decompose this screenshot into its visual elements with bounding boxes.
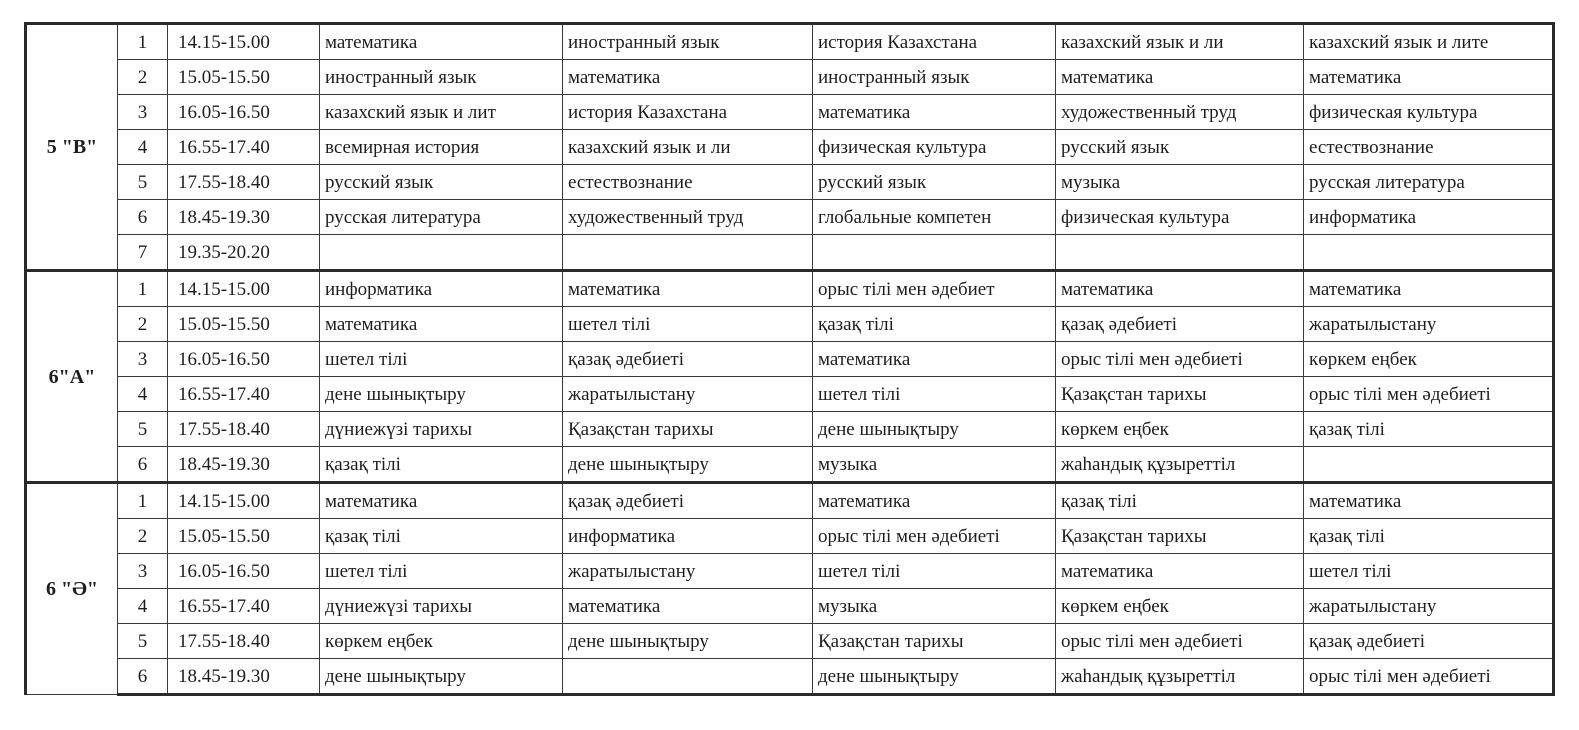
subject-cell: физическая культура xyxy=(1304,95,1554,130)
subject-cell: қазақ әдебиеті xyxy=(563,483,813,519)
lesson-time: 16.55-17.40 xyxy=(168,589,320,624)
lesson-row xyxy=(26,554,1554,589)
lesson-time: 17.55-18.40 xyxy=(168,624,320,659)
subject-cell: математика xyxy=(1304,483,1554,519)
subject-cell: дене шынықтыру xyxy=(563,447,813,483)
subject-cell: казахский язык и ли xyxy=(563,130,813,165)
subject-cell: жаратылыстану xyxy=(1304,589,1554,624)
subject-cell: шетел тілі xyxy=(320,342,563,377)
subject-cell: шетел тілі xyxy=(813,554,1056,589)
subject-cell: математика xyxy=(813,95,1056,130)
subject-cell: дене шынықтыру xyxy=(320,377,563,412)
class-label: 6 "Ә" xyxy=(26,483,118,695)
lesson-time: 16.05-16.50 xyxy=(168,554,320,589)
subject-cell: қазақ әдебиеті xyxy=(563,342,813,377)
subject-cell: информатика xyxy=(1304,200,1554,235)
subject-cell: дене шынықтыру xyxy=(813,659,1056,695)
subject-cell: глобальные компетен xyxy=(813,200,1056,235)
lesson-number: 5 xyxy=(118,165,168,200)
lesson-time: 14.15-15.00 xyxy=(168,483,320,519)
lesson-number: 5 xyxy=(118,624,168,659)
subject-cell xyxy=(1304,235,1554,271)
lesson-time: 15.05-15.50 xyxy=(168,60,320,95)
lesson-time: 14.15-15.00 xyxy=(168,271,320,307)
lesson-row xyxy=(26,589,1554,624)
lesson-number: 6 xyxy=(118,200,168,235)
lesson-number: 2 xyxy=(118,519,168,554)
subject-cell: русский язык xyxy=(1056,130,1304,165)
subject-cell: дене шынықтыру xyxy=(563,624,813,659)
subject-cell: естествознание xyxy=(563,165,813,200)
lesson-time: 15.05-15.50 xyxy=(168,307,320,342)
lesson-time: 14.15-15.00 xyxy=(168,24,320,60)
subject-cell: көркем еңбек xyxy=(1304,342,1554,377)
subject-cell: орыс тілі мен әдебиеті xyxy=(1056,624,1304,659)
subject-cell: шетел тілі xyxy=(563,307,813,342)
timetable xyxy=(24,22,1555,696)
subject-cell: художественный труд xyxy=(1056,95,1304,130)
subject-cell: орыс тілі мен әдебиет xyxy=(813,271,1056,307)
subject-cell: қазақ тілі xyxy=(1304,412,1554,447)
lesson-time: 16.05-16.50 xyxy=(168,95,320,130)
subject-cell: русский язык xyxy=(813,165,1056,200)
subject-cell: шетел тілі xyxy=(813,377,1056,412)
lesson-number: 1 xyxy=(118,271,168,307)
lesson-row xyxy=(26,412,1554,447)
subject-cell: көркем еңбек xyxy=(1056,412,1304,447)
subject-cell: музыка xyxy=(813,447,1056,483)
subject-cell: көркем еңбек xyxy=(1056,589,1304,624)
lesson-time: 16.55-17.40 xyxy=(168,130,320,165)
lesson-number: 1 xyxy=(118,483,168,519)
subject-cell: математика xyxy=(1056,554,1304,589)
subject-cell xyxy=(1056,235,1304,271)
subject-cell: қазақ тілі xyxy=(1056,483,1304,519)
lesson-number: 4 xyxy=(118,377,168,412)
subject-cell: Қазақстан тарихы xyxy=(1056,377,1304,412)
lesson-row xyxy=(26,377,1554,412)
lesson-number: 6 xyxy=(118,447,168,483)
lesson-row xyxy=(26,624,1554,659)
subject-cell: жаратылыстану xyxy=(563,377,813,412)
lesson-number: 2 xyxy=(118,60,168,95)
subject-cell: всемирная история xyxy=(320,130,563,165)
subject-cell: көркем еңбек xyxy=(320,624,563,659)
lesson-time: 19.35-20.20 xyxy=(168,235,320,271)
subject-cell: математика xyxy=(320,24,563,60)
subject-cell: русская литература xyxy=(320,200,563,235)
subject-cell: иностранный язык xyxy=(320,60,563,95)
subject-cell: математика xyxy=(1056,271,1304,307)
lesson-number: 3 xyxy=(118,95,168,130)
subject-cell: қазақ әдебиеті xyxy=(1056,307,1304,342)
subject-cell: казахский язык и лит xyxy=(320,95,563,130)
subject-cell: математика xyxy=(320,483,563,519)
subject-cell xyxy=(563,659,813,695)
subject-cell: иностранный язык xyxy=(813,60,1056,95)
subject-cell: шетел тілі xyxy=(320,554,563,589)
lesson-row xyxy=(26,519,1554,554)
lesson-number: 4 xyxy=(118,130,168,165)
subject-cell: жаратылыстану xyxy=(1304,307,1554,342)
lesson-number: 6 xyxy=(118,659,168,695)
subject-cell: орыс тілі мен әдебиеті xyxy=(813,519,1056,554)
lesson-time: 17.55-18.40 xyxy=(168,165,320,200)
subject-cell: жаһандық құзыреттіл xyxy=(1056,659,1304,695)
subject-cell: математика xyxy=(1304,60,1554,95)
subject-cell: қазақ тілі xyxy=(320,519,563,554)
lesson-time: 18.45-19.30 xyxy=(168,200,320,235)
subject-cell: иностранный язык xyxy=(563,24,813,60)
subject-cell: қазақ тілі xyxy=(1304,519,1554,554)
lesson-row xyxy=(26,271,1554,307)
subject-cell: русская литература xyxy=(1304,165,1554,200)
subject-cell: орыс тілі мен әдебиеті xyxy=(1304,659,1554,695)
subject-cell: информатика xyxy=(320,271,563,307)
timetable-body xyxy=(26,24,1554,695)
subject-cell: математика xyxy=(320,307,563,342)
subject-cell: Қазақстан тарихы xyxy=(563,412,813,447)
lesson-row xyxy=(26,235,1554,271)
lesson-row xyxy=(26,307,1554,342)
subject-cell: русский язык xyxy=(320,165,563,200)
subject-cell: художественный труд xyxy=(563,200,813,235)
lesson-row xyxy=(26,130,1554,165)
lesson-time: 18.45-19.30 xyxy=(168,659,320,695)
subject-cell: қазақ тілі xyxy=(320,447,563,483)
subject-cell: математика xyxy=(563,589,813,624)
subject-cell: дене шынықтыру xyxy=(813,412,1056,447)
subject-cell: шетел тілі xyxy=(1304,554,1554,589)
class-label: 5 "В" xyxy=(26,24,118,271)
lesson-number: 3 xyxy=(118,342,168,377)
subject-cell: физическая культура xyxy=(1056,200,1304,235)
class-label: 6"А" xyxy=(26,271,118,483)
subject-cell: дене шынықтыру xyxy=(320,659,563,695)
subject-cell: Қазақстан тарихы xyxy=(813,624,1056,659)
subject-cell: история Казахстана xyxy=(813,24,1056,60)
subject-cell: музыка xyxy=(1056,165,1304,200)
lesson-time: 17.55-18.40 xyxy=(168,412,320,447)
subject-cell: математика xyxy=(563,60,813,95)
lesson-number: 4 xyxy=(118,589,168,624)
lesson-row xyxy=(26,342,1554,377)
subject-cell: дүниежүзі тарихы xyxy=(320,589,563,624)
subject-cell: информатика xyxy=(563,519,813,554)
subject-cell: Қазақстан тарихы xyxy=(1056,519,1304,554)
lesson-number: 2 xyxy=(118,307,168,342)
lesson-time: 16.05-16.50 xyxy=(168,342,320,377)
lesson-row xyxy=(26,447,1554,483)
lesson-row xyxy=(26,483,1554,519)
lesson-row xyxy=(26,95,1554,130)
subject-cell: дүниежүзі тарихы xyxy=(320,412,563,447)
subject-cell xyxy=(813,235,1056,271)
subject-cell: орыс тілі мен әдебиеті xyxy=(1056,342,1304,377)
subject-cell: математика xyxy=(813,483,1056,519)
lesson-row xyxy=(26,659,1554,695)
subject-cell: орыс тілі мен әдебиеті xyxy=(1304,377,1554,412)
lesson-time: 18.45-19.30 xyxy=(168,447,320,483)
subject-cell: жаһандық құзыреттіл xyxy=(1056,447,1304,483)
subject-cell xyxy=(563,235,813,271)
subject-cell xyxy=(320,235,563,271)
lesson-number: 1 xyxy=(118,24,168,60)
subject-cell xyxy=(1304,447,1554,483)
lesson-row xyxy=(26,200,1554,235)
lesson-row xyxy=(26,60,1554,95)
lesson-number: 3 xyxy=(118,554,168,589)
lesson-number: 7 xyxy=(118,235,168,271)
lesson-time: 16.55-17.40 xyxy=(168,377,320,412)
subject-cell: математика xyxy=(1056,60,1304,95)
subject-cell: математика xyxy=(813,342,1056,377)
subject-cell: математика xyxy=(563,271,813,307)
subject-cell: математика xyxy=(1304,271,1554,307)
subject-cell: қазақ тілі xyxy=(813,307,1056,342)
subject-cell: естествознание xyxy=(1304,130,1554,165)
lesson-row xyxy=(26,24,1554,60)
subject-cell: казахский язык и ли xyxy=(1056,24,1304,60)
lesson-row xyxy=(26,165,1554,200)
subject-cell: музыка xyxy=(813,589,1056,624)
subject-cell: жаратылыстану xyxy=(563,554,813,589)
subject-cell: қазақ әдебиеті xyxy=(1304,624,1554,659)
lesson-number: 5 xyxy=(118,412,168,447)
subject-cell: физическая культура xyxy=(813,130,1056,165)
subject-cell: казахский язык и лите xyxy=(1304,24,1554,60)
subject-cell: история Казахстана xyxy=(563,95,813,130)
lesson-time: 15.05-15.50 xyxy=(168,519,320,554)
